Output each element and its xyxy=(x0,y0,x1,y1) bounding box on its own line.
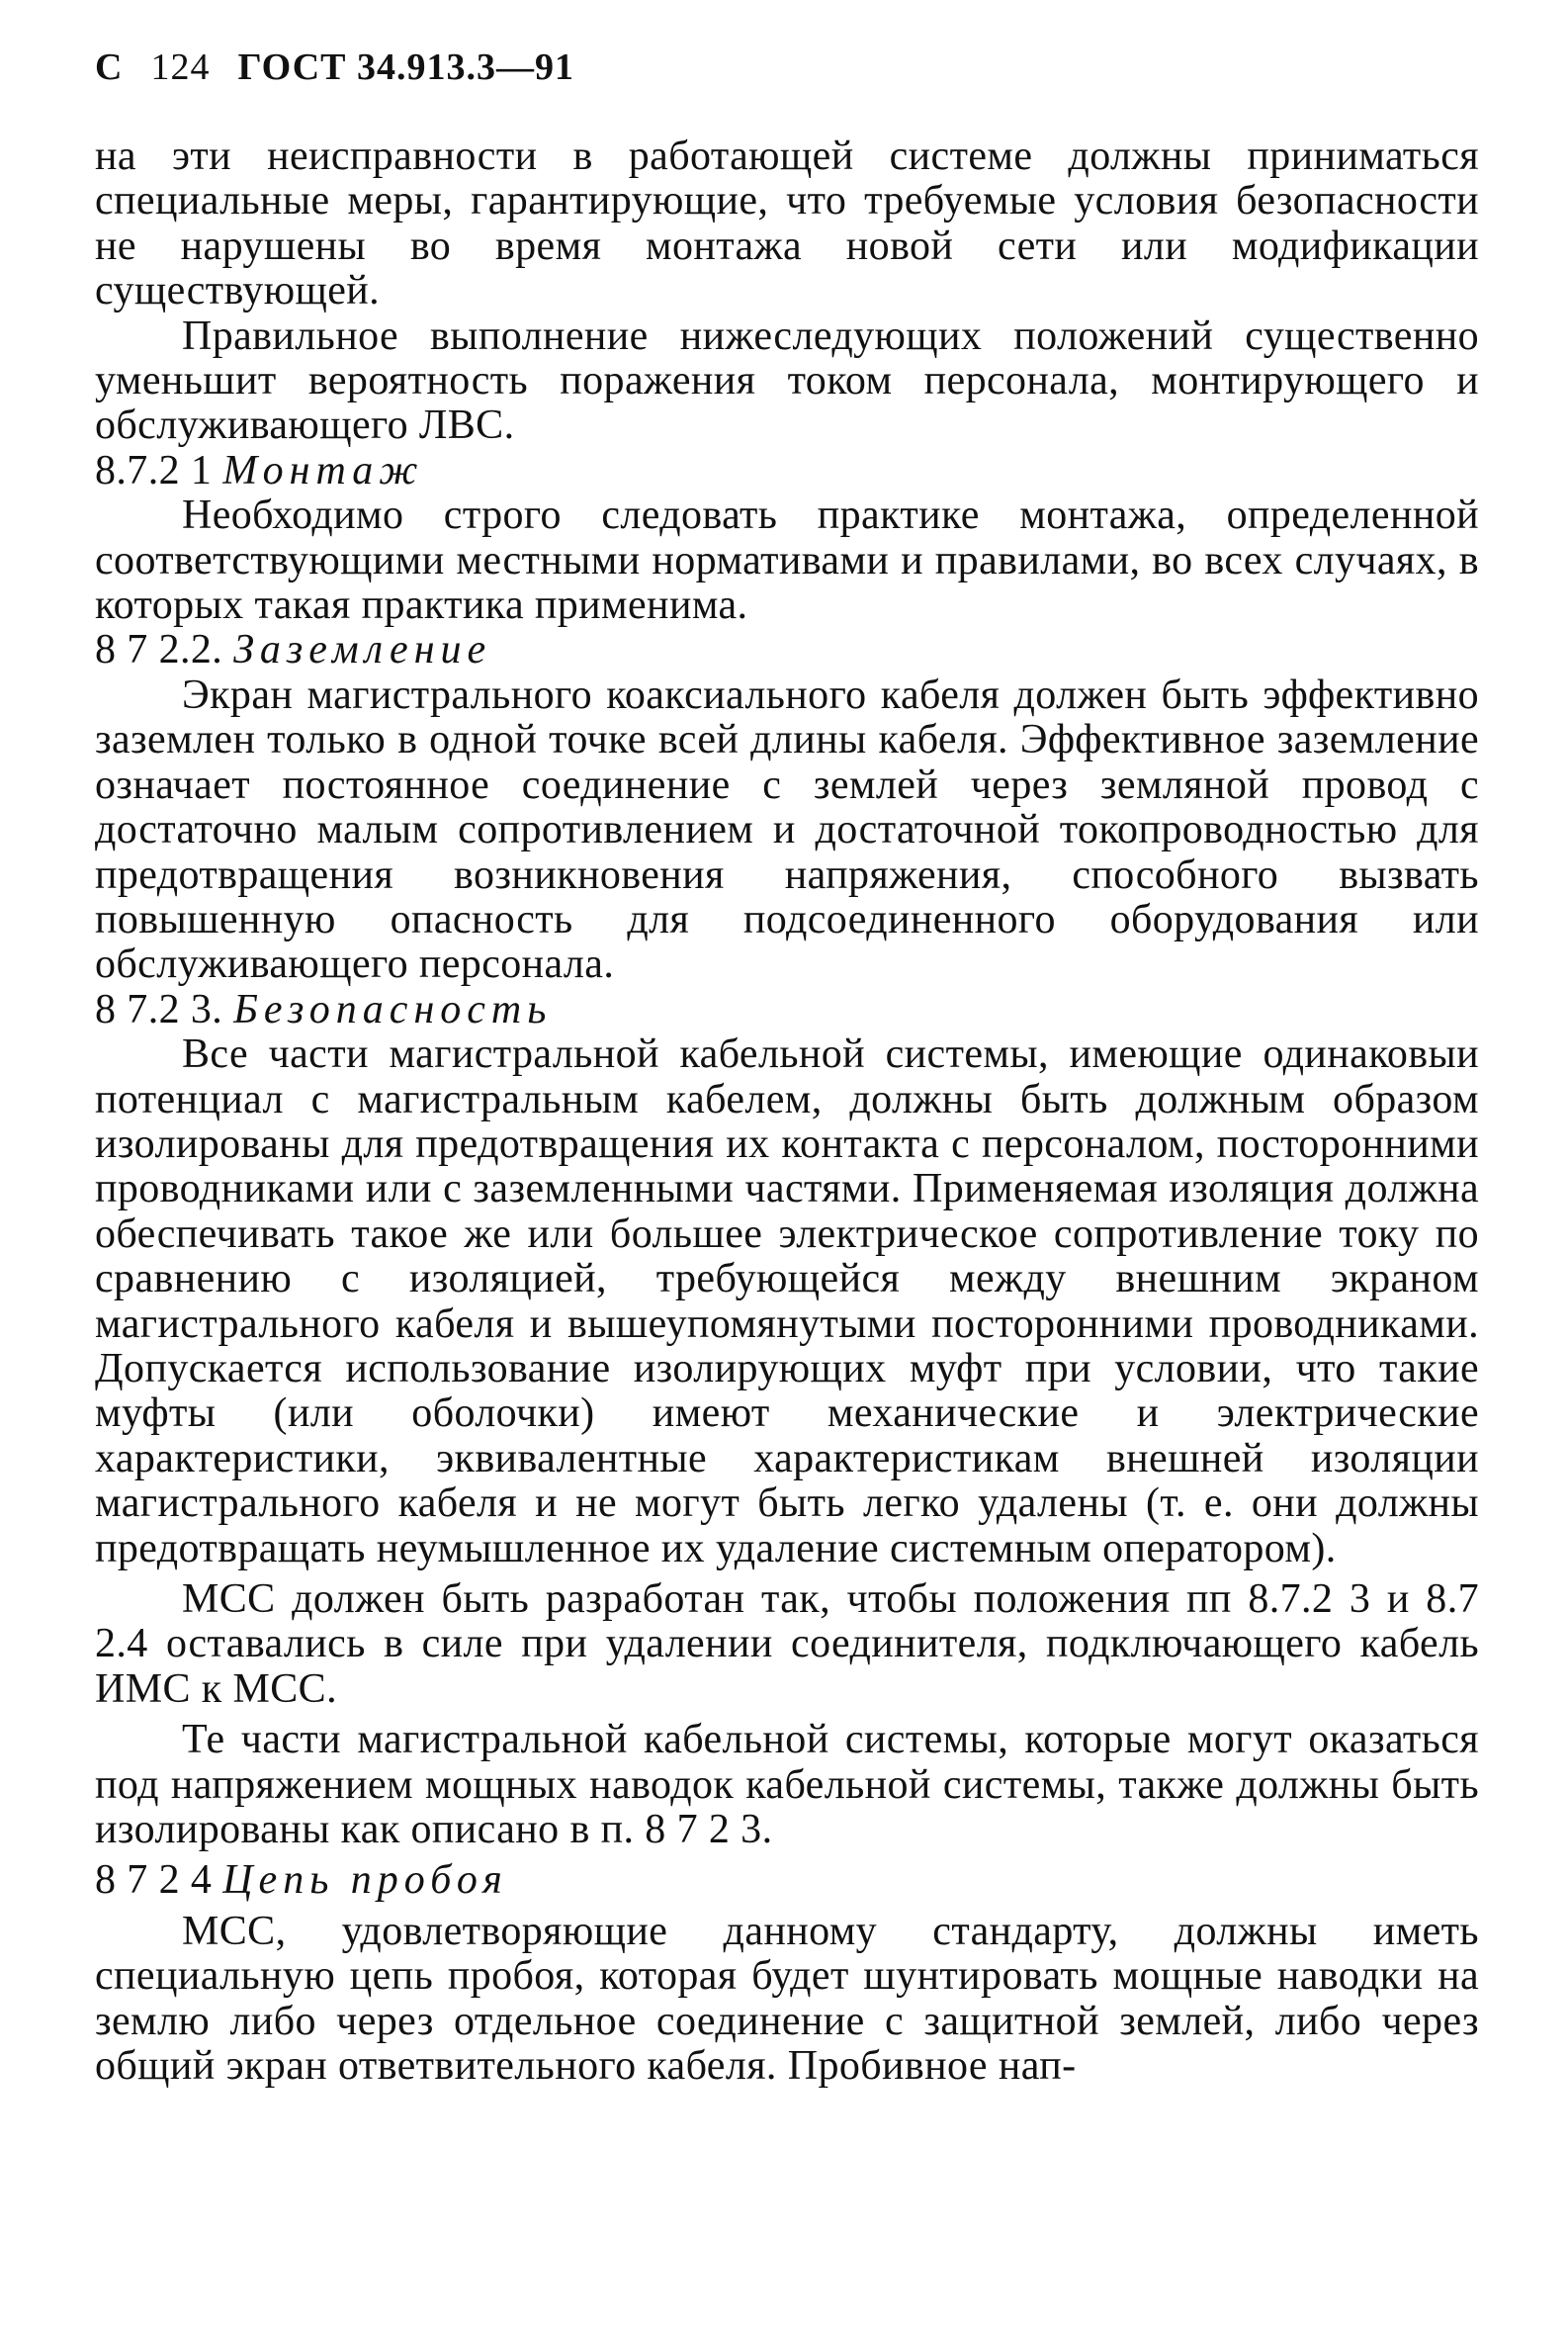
section-title: Цепь пробоя xyxy=(222,1857,508,1904)
page-number: 124 xyxy=(150,46,211,88)
paragraph: Те части магистральной кабельной системы, которые могут оказаться под напряжением мощных наводок кабельной системы, также должны быть изолированы как описано в п. 8 7 2 3. xyxy=(95,1717,1479,1853)
paragraph: Все части магистральной кабельной системы, имеющие одинаковыи потенциал с магистральным кабелем, должны быть должным образом изолированы для предотвращения их контакта с персоналом, посторонними проводниками или с заземленными частями. Применяемая изоляция должна обеспечивать такое же или большее электрическое сопротивление току по сравнению с изоляцией, требующейся между внешним экраном магистрального кабеля и вышеупомянутыми посторонними проводниками. Допускается использование изолирующих муфт при условии, что такие муфты (или оболочки) имеют механические и электрические характеристики, эквивалентные характеристикам внешней изоляции магистрального кабеля и не могут быть легко удалены (т. е. они должны предотвращать неумышленное их удаление системным оператором). xyxy=(95,1031,1479,1571)
section-number: 8 7 2.2. xyxy=(95,627,223,673)
section-number: 8 7 2 4 xyxy=(95,1857,213,1904)
paragraph: МСС, удовлетворяющие данному стандарту, должны иметь специальную цепь пробоя, которая будет шунтировать мощные наводки на землю либо через отдельное соединение с защитной землей, либо через общий экран ответвительного кабеля. Пробивное нап- xyxy=(95,1908,1479,2090)
header-prefix: С xyxy=(95,46,124,88)
paragraph: Экран магистрального коаксиального кабеля должен быть эффективно заземлен только в одной точке всей длины кабеля. Эффективное заземление означает постоянное соединение с землей через земляной провод с достаточно малым сопротивлением и достаточной токопроводностью для предотвращения возникновения напряжения, способного вызвать повышенную опасность для подсоединенного оборудования или обслуживающего персонала. xyxy=(95,671,1479,988)
document-page xyxy=(95,40,1479,2089)
paragraph: МСС должен быть разработан так, чтобы положения пп 8.7.2 3 и 8.7 2.4 оставались в силе при удалении соединителя, подключающего кабель ИМС к МСС. xyxy=(95,1576,1479,1712)
document-body xyxy=(95,134,1479,2089)
paragraph: Необходимо строго следовать практике монтажа, определенной соответствующими местными нормативами и правилами, во всех случаях, в которых такая практика применима. xyxy=(95,492,1479,629)
section-heading xyxy=(95,628,1479,672)
section-title: Заземление xyxy=(233,627,492,673)
page-header xyxy=(95,40,1479,95)
paragraph: Правильное выполнение нижеследующих положений существенно уменьшит вероятность поражения током персонала, монтирующего и обслуживающего ЛВС. xyxy=(95,313,1479,449)
paragraph: на эти неисправности в работающей системе должны приниматься специальные меры, гарантирующие, что требуемые условия безопасности не нарушены во время монтажа новой сети или модификации существующей. xyxy=(95,134,1479,314)
section-heading xyxy=(95,449,1479,493)
standard-designation: ГОСТ 34.913.3—91 xyxy=(237,46,574,88)
section-number: 8.7.2 1 xyxy=(95,447,213,493)
section-title: Безопасность xyxy=(233,986,553,1032)
section-number: 8 7.2 3. xyxy=(95,986,223,1032)
section-title: Монтаж xyxy=(222,447,424,493)
section-heading xyxy=(95,1858,1479,1903)
section-heading xyxy=(95,988,1479,1032)
